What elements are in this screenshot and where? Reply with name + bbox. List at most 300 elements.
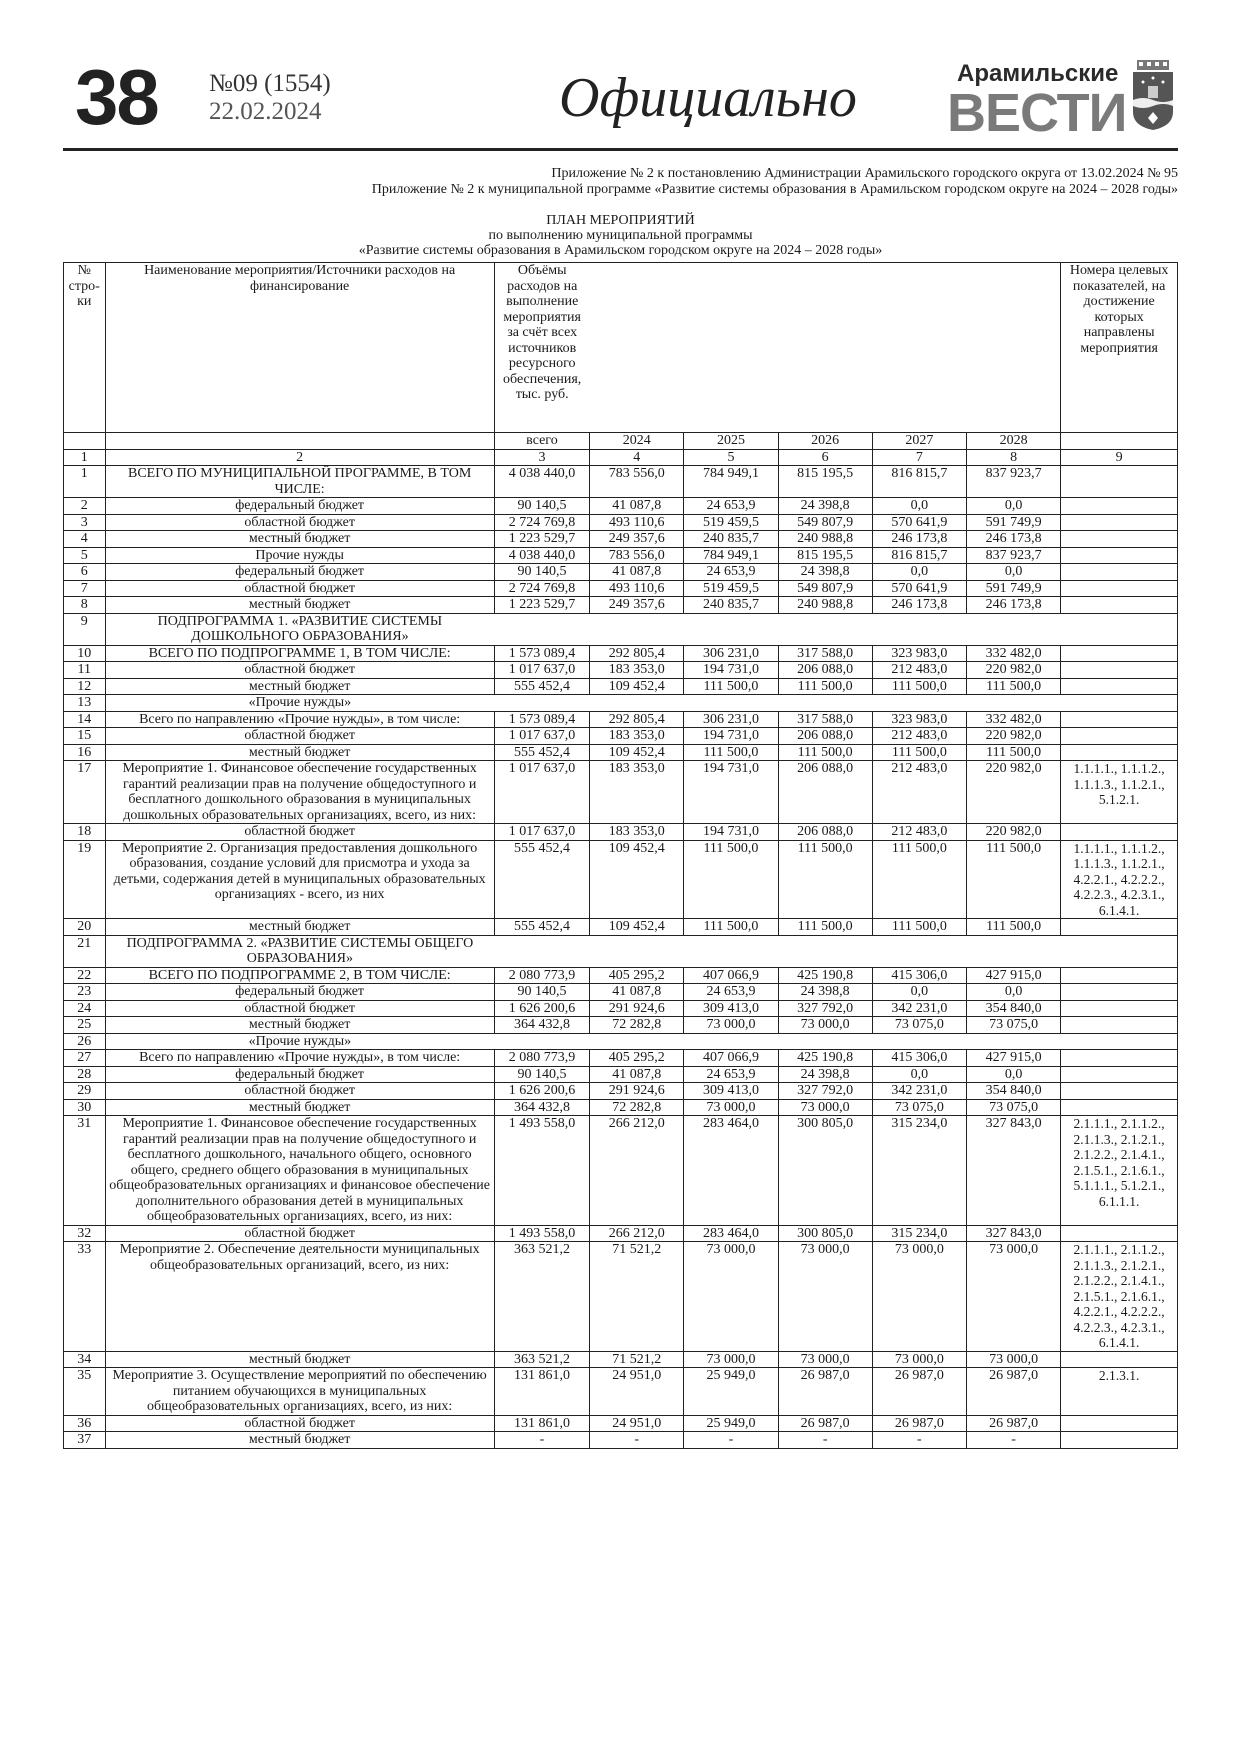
table-row (64, 840, 1178, 919)
row-name: местный бюджет (105, 744, 494, 761)
page-number: 38 (75, 53, 158, 141)
issue-date: 22.02.2024 (209, 98, 322, 125)
value-year: 837 923,7 (966, 547, 1060, 564)
target-indicators (1061, 466, 1178, 498)
target-indicators (1061, 514, 1178, 531)
value-total: 1 017 637,0 (494, 824, 589, 841)
target-indicators (1061, 678, 1178, 695)
value-year: 327 843,0 (966, 1116, 1060, 1226)
target-indicators (1061, 967, 1178, 984)
row-name: Мероприятие 1. Финансовое обеспечение государственных гарантий реализации прав на получение общедоступного и бесплатного дошкольного, начального общего, основного общего, среднего общего образования в муниципальных общеобразовательных организациях и финансовое обеспечение дополнительного образования детей в муниципальных общеобразовательных организациях, всего, из них: (105, 1116, 494, 1226)
value-total: 90 140,5 (494, 1066, 589, 1083)
value-year: 26 987,0 (966, 1415, 1060, 1432)
value-year: 425 190,8 (778, 1050, 872, 1067)
value-year: - (872, 1432, 966, 1449)
value-total: 1 017 637,0 (494, 662, 589, 679)
value-year: 427 915,0 (966, 1050, 1060, 1067)
target-indicators (1061, 984, 1178, 1001)
row-name: областной бюджет (105, 514, 494, 531)
row-name: местный бюджет (105, 1017, 494, 1034)
value-year: 71 521,2 (590, 1242, 684, 1352)
value-year: 109 452,4 (590, 678, 684, 695)
value-total: 131 861,0 (494, 1415, 589, 1432)
value-year: 72 282,8 (590, 1099, 684, 1116)
appendix-line-1: Приложение № 2 к постановлению Администрации Арамильского городского округа от 13.02.2024 № 95 (551, 166, 1178, 181)
value-year: 407 066,9 (684, 967, 778, 984)
value-year: 24 653,9 (684, 1066, 778, 1083)
value-year: 300 805,0 (778, 1116, 872, 1226)
table-row (64, 935, 1178, 967)
header-year: 2027 (872, 433, 966, 450)
value-total: 555 452,4 (494, 919, 589, 936)
value-year: 111 500,0 (684, 744, 778, 761)
header-row-number: № стро-ки (64, 263, 106, 433)
value-year: 306 231,0 (684, 711, 778, 728)
value-year: 405 295,2 (590, 1050, 684, 1067)
value-total: - (494, 1432, 589, 1449)
table-row (64, 1415, 1178, 1432)
value-year: 111 500,0 (778, 744, 872, 761)
value-year: 111 500,0 (778, 678, 872, 695)
table-row (64, 531, 1178, 548)
value-year: 315 234,0 (872, 1116, 966, 1226)
value-year: 111 500,0 (966, 678, 1060, 695)
row-number: 12 (64, 678, 106, 695)
value-year: 26 987,0 (778, 1415, 872, 1432)
table-row (64, 824, 1178, 841)
row-name: Мероприятие 2. Организация предоставления дошкольного образования, создание условий для присмотра и ухода за детьми, содержания детей в муниципальных образовательных организациях - всего, из них (105, 840, 494, 919)
value-total: 555 452,4 (494, 678, 589, 695)
value-year: 0,0 (966, 1066, 1060, 1083)
target-indicators (1061, 1225, 1178, 1242)
target-indicators (1061, 1000, 1178, 1017)
value-total: 2 080 773,9 (494, 967, 589, 984)
value-year: 291 924,6 (590, 1083, 684, 1100)
value-year: 570 641,9 (872, 514, 966, 531)
target-indicators (1061, 1432, 1178, 1449)
target-indicators (1061, 919, 1178, 936)
row-number: 28 (64, 1066, 106, 1083)
row-number: 13 (64, 695, 106, 712)
row-number: 6 (64, 564, 106, 581)
value-year: 283 464,0 (684, 1116, 778, 1226)
value-total: 2 080 773,9 (494, 1050, 589, 1067)
title-line-1: ПЛАН МЕРОПРИЯТИЙ (546, 213, 695, 228)
appendix-note (63, 166, 1178, 198)
value-year: 519 459,5 (684, 580, 778, 597)
row-name: областной бюджет (105, 662, 494, 679)
value-year: 784 949,1 (684, 466, 778, 498)
value-year: 0,0 (966, 564, 1060, 581)
value-year: 240 835,7 (684, 531, 778, 548)
value-year: 300 805,0 (778, 1225, 872, 1242)
header-blank-2 (105, 433, 494, 450)
value-year: 249 357,6 (590, 531, 684, 548)
section-heading: «Прочие нужды» (105, 1033, 494, 1050)
row-number: 21 (64, 935, 106, 967)
value-year: 783 556,0 (590, 466, 684, 498)
value-year: 783 556,0 (590, 547, 684, 564)
value-year: 206 088,0 (778, 728, 872, 745)
row-number: 24 (64, 1000, 106, 1017)
value-year: 220 982,0 (966, 662, 1060, 679)
table-row (64, 564, 1178, 581)
row-number: 5 (64, 547, 106, 564)
value-year: 73 000,0 (684, 1242, 778, 1352)
value-year: 194 731,0 (684, 824, 778, 841)
header-year: 2028 (966, 433, 1060, 450)
target-indicators (1061, 564, 1178, 581)
row-number: 17 (64, 761, 106, 824)
value-total: 1 223 529,7 (494, 597, 589, 614)
row-name: местный бюджет (105, 597, 494, 614)
target-indicators (1061, 662, 1178, 679)
issue-number: №09 (1554) (209, 70, 331, 97)
header-total: всего (494, 433, 589, 450)
header-spacer (590, 263, 1061, 433)
value-year: 415 306,0 (872, 967, 966, 984)
row-number: 30 (64, 1099, 106, 1116)
value-year: 73 000,0 (872, 1351, 966, 1368)
value-year: 493 110,6 (590, 580, 684, 597)
section-heading: ПОДПРОГРАММА 2. «РАЗВИТИЕ СИСТЕМЫ ОБЩЕГО ОБРАЗОВАНИЯ» (105, 935, 494, 967)
value-year: 24 398,8 (778, 498, 872, 515)
value-year: 24 398,8 (778, 1066, 872, 1083)
value-year: 26 987,0 (966, 1368, 1060, 1416)
value-year: 111 500,0 (966, 919, 1060, 936)
logo-top-text: Арамильские (957, 60, 1119, 87)
target-indicators (1061, 645, 1178, 662)
row-number: 25 (64, 1017, 106, 1034)
value-total: 363 521,2 (494, 1351, 589, 1368)
header-volume: Объёмы расходов на выполнение мероприятия за счёт всех источников ресурсного обеспечения, тыс. руб. (494, 263, 589, 433)
target-indicators: 2.1.1.1., 2.1.1.2., 2.1.1.3., 2.1.2.1., 2.1.2.2., 2.1.4.1., 2.1.5.1., 2.1.6.1., 4.2.2.1., 4.2.2.2., 4.2.2.3., 4.2.3.1., 6.1.4.1. (1061, 1242, 1178, 1352)
value-year: 26 987,0 (872, 1415, 966, 1432)
row-number: 10 (64, 645, 106, 662)
value-year: 111 500,0 (872, 840, 966, 919)
value-year: 24 398,8 (778, 564, 872, 581)
value-year: 206 088,0 (778, 662, 872, 679)
table-row (64, 1066, 1178, 1083)
table-row (64, 466, 1178, 498)
table-row (64, 514, 1178, 531)
value-year: 183 353,0 (590, 824, 684, 841)
row-name: областной бюджет (105, 580, 494, 597)
value-total: 1 573 089,4 (494, 711, 589, 728)
value-year: 73 000,0 (778, 1351, 872, 1368)
value-year: 240 988,8 (778, 531, 872, 548)
value-year: 194 731,0 (684, 728, 778, 745)
row-name: местный бюджет (105, 1099, 494, 1116)
row-name: ВСЕГО ПО ПОДПРОГРАММЕ 1, В ТОМ ЧИСЛЕ: (105, 645, 494, 662)
row-number: 9 (64, 613, 106, 645)
table-row (64, 744, 1178, 761)
value-year: 212 483,0 (872, 824, 966, 841)
row-name: Мероприятие 1. Финансовое обеспечение государственных гарантий реализации прав на получение общедоступного и бесплатного дошкольного образования в муниципальных дошкольных образовательных организациях, всего, из них: (105, 761, 494, 824)
table-row (64, 695, 1178, 712)
section-spacer (494, 935, 1177, 967)
value-total: 131 861,0 (494, 1368, 589, 1416)
row-name: Мероприятие 2. Обеспечение деятельности муниципальных общеобразовательных организаций, всего, из них: (105, 1242, 494, 1352)
value-year: 109 452,4 (590, 744, 684, 761)
target-indicators: 1.1.1.1., 1.1.1.2., 1.1.1.3., 1.1.2.1., 4.2.2.1., 4.2.2.2., 4.2.2.3., 4.2.3.1., 6.1.4.1. (1061, 840, 1178, 919)
target-indicators (1061, 744, 1178, 761)
col-number: 7 (872, 449, 966, 466)
value-year: 111 500,0 (684, 840, 778, 919)
value-year: 111 500,0 (684, 919, 778, 936)
value-year: 323 983,0 (872, 711, 966, 728)
value-year: 323 983,0 (872, 645, 966, 662)
target-indicators (1061, 1351, 1178, 1368)
row-number: 11 (64, 662, 106, 679)
value-total: 1 493 558,0 (494, 1225, 589, 1242)
table-row (64, 1099, 1178, 1116)
value-year: 291 924,6 (590, 1000, 684, 1017)
value-year: 246 173,8 (966, 597, 1060, 614)
row-number: 15 (64, 728, 106, 745)
table-row (64, 1242, 1178, 1352)
value-year: 24 653,9 (684, 564, 778, 581)
table-row (64, 967, 1178, 984)
value-year: 493 110,6 (590, 514, 684, 531)
value-year: 41 087,8 (590, 1066, 684, 1083)
header-year: 2026 (778, 433, 872, 450)
row-name: местный бюджет (105, 1432, 494, 1449)
value-year: 183 353,0 (590, 728, 684, 745)
value-year: 73 075,0 (872, 1099, 966, 1116)
row-name: областной бюджет (105, 824, 494, 841)
header-year: 2024 (590, 433, 684, 450)
header-year: 2025 (684, 433, 778, 450)
value-year: 183 353,0 (590, 662, 684, 679)
row-name: ВСЕГО ПО МУНИЦИПАЛЬНОЙ ПРОГРАММЕ, В ТОМ ЧИСЛЕ: (105, 466, 494, 498)
target-indicators (1061, 498, 1178, 515)
value-total: 363 521,2 (494, 1242, 589, 1352)
value-year: 266 212,0 (590, 1116, 684, 1226)
value-year: 24 653,9 (684, 498, 778, 515)
value-year: 249 357,6 (590, 597, 684, 614)
table-row (64, 1225, 1178, 1242)
value-year: 246 173,8 (872, 597, 966, 614)
value-year: 309 413,0 (684, 1000, 778, 1017)
row-number: 34 (64, 1351, 106, 1368)
value-year: 24 398,8 (778, 984, 872, 1001)
value-year: 327 792,0 (778, 1083, 872, 1100)
row-name: местный бюджет (105, 1351, 494, 1368)
value-year: 0,0 (872, 564, 966, 581)
value-year: 266 212,0 (590, 1225, 684, 1242)
row-name: Прочие нужды (105, 547, 494, 564)
value-year: 292 805,4 (590, 645, 684, 662)
table-row (64, 547, 1178, 564)
col-number: 6 (778, 449, 872, 466)
target-indicators (1061, 597, 1178, 614)
value-year: 405 295,2 (590, 967, 684, 984)
header-name: Наименование мероприятия/Источники расходов на финансирование (105, 263, 494, 433)
row-number: 20 (64, 919, 106, 936)
value-year: 73 075,0 (966, 1017, 1060, 1034)
table-row (64, 761, 1178, 824)
value-year: 73 075,0 (966, 1099, 1060, 1116)
value-total: 1 223 529,7 (494, 531, 589, 548)
value-year: 24 951,0 (590, 1415, 684, 1432)
value-total: 1 626 200,6 (494, 1083, 589, 1100)
table-row (64, 1083, 1178, 1100)
target-indicators (1061, 547, 1178, 564)
header-blank-1 (64, 433, 106, 450)
value-year: 427 915,0 (966, 967, 1060, 984)
row-name: местный бюджет (105, 678, 494, 695)
row-number: 37 (64, 1432, 106, 1449)
row-number: 7 (64, 580, 106, 597)
value-year: 183 353,0 (590, 761, 684, 824)
row-number: 27 (64, 1050, 106, 1067)
value-year: 206 088,0 (778, 824, 872, 841)
value-year: 73 000,0 (684, 1017, 778, 1034)
row-number: 18 (64, 824, 106, 841)
table-row (64, 498, 1178, 515)
value-year: 25 949,0 (684, 1415, 778, 1432)
value-year: 837 923,7 (966, 466, 1060, 498)
target-indicators (1061, 1050, 1178, 1067)
value-year: 327 843,0 (966, 1225, 1060, 1242)
target-indicators (1061, 1066, 1178, 1083)
row-name: Всего по направлению «Прочие нужды», в том числе: (105, 1050, 494, 1067)
value-year: 41 087,8 (590, 984, 684, 1001)
table-row (64, 645, 1178, 662)
target-indicators: 2.1.3.1. (1061, 1368, 1178, 1416)
value-year: 73 000,0 (778, 1017, 872, 1034)
value-year: - (966, 1432, 1060, 1449)
value-year: 73 000,0 (684, 1351, 778, 1368)
target-indicators (1061, 580, 1178, 597)
value-year: 111 500,0 (872, 678, 966, 695)
table-row (64, 1116, 1178, 1226)
value-year: 317 588,0 (778, 645, 872, 662)
value-year: 109 452,4 (590, 919, 684, 936)
col-number: 1 (64, 449, 106, 466)
value-year: 111 500,0 (872, 744, 966, 761)
value-total: 1 493 558,0 (494, 1116, 589, 1226)
row-number: 3 (64, 514, 106, 531)
row-number: 35 (64, 1368, 106, 1416)
value-year: 212 483,0 (872, 761, 966, 824)
value-year: 332 482,0 (966, 645, 1060, 662)
value-total: 555 452,4 (494, 744, 589, 761)
value-year: 309 413,0 (684, 1083, 778, 1100)
value-year: 73 000,0 (778, 1242, 872, 1352)
section-spacer (494, 613, 1177, 645)
row-name: областной бюджет (105, 728, 494, 745)
row-name: федеральный бюджет (105, 984, 494, 1001)
row-name: областной бюджет (105, 1225, 494, 1242)
section-heading: ПОДПРОГРАММА 1. «РАЗВИТИЕ СИСТЕМЫ ДОШКОЛЬНОГО ОБРАЗОВАНИЯ» (105, 613, 494, 645)
value-year: 240 835,7 (684, 597, 778, 614)
masthead (63, 53, 1183, 146)
table-row (64, 580, 1178, 597)
value-year: 332 482,0 (966, 711, 1060, 728)
value-year: 41 087,8 (590, 498, 684, 515)
table-row (64, 613, 1178, 645)
value-total: 364 432,8 (494, 1017, 589, 1034)
row-number: 1 (64, 466, 106, 498)
value-year: 25 949,0 (684, 1368, 778, 1416)
value-year: 212 483,0 (872, 728, 966, 745)
value-year: 240 988,8 (778, 597, 872, 614)
target-indicators (1061, 1099, 1178, 1116)
row-number: 23 (64, 984, 106, 1001)
value-year: 591 749,9 (966, 514, 1060, 531)
table-row (64, 1000, 1178, 1017)
section-heading: «Прочие нужды» (105, 695, 494, 712)
table-row (64, 1033, 1178, 1050)
value-total: 4 038 440,0 (494, 466, 589, 498)
row-number: 31 (64, 1116, 106, 1226)
row-name: областной бюджет (105, 1000, 494, 1017)
title-line-3: «Развитие системы образования в Арамильском городском округе на 2024 – 2028 годы» (358, 243, 883, 258)
col-number: 4 (590, 449, 684, 466)
value-year: 206 088,0 (778, 761, 872, 824)
value-year: 425 190,8 (778, 967, 872, 984)
section-title: Официально (559, 67, 857, 129)
row-name: федеральный бюджет (105, 498, 494, 515)
value-year: 220 982,0 (966, 728, 1060, 745)
value-year: 292 805,4 (590, 711, 684, 728)
header-divider (63, 148, 1178, 151)
row-name: Всего по направлению «Прочие нужды», в том числе: (105, 711, 494, 728)
table-row (64, 1368, 1178, 1416)
value-year: 519 459,5 (684, 514, 778, 531)
value-total: 364 432,8 (494, 1099, 589, 1116)
value-year: 816 815,7 (872, 466, 966, 498)
table-row (64, 1017, 1178, 1034)
value-year: 220 982,0 (966, 824, 1060, 841)
value-year: 73 000,0 (684, 1099, 778, 1116)
action-plan-table (63, 262, 1178, 1449)
value-year: 194 731,0 (684, 761, 778, 824)
value-year: 26 987,0 (778, 1368, 872, 1416)
value-year: 71 521,2 (590, 1351, 684, 1368)
value-total: 2 724 769,8 (494, 580, 589, 597)
target-indicators (1061, 824, 1178, 841)
col-number: 2 (105, 449, 494, 466)
city-coat-of-arms-icon (1131, 60, 1175, 130)
value-total: 90 140,5 (494, 984, 589, 1001)
title-line-2: по выполнению муниципальной программы (488, 228, 753, 243)
row-name: федеральный бюджет (105, 1066, 494, 1083)
row-number: 16 (64, 744, 106, 761)
value-total: 90 140,5 (494, 564, 589, 581)
col-number: 3 (494, 449, 589, 466)
row-number: 32 (64, 1225, 106, 1242)
target-indicators (1061, 1415, 1178, 1432)
value-year: 815 195,5 (778, 547, 872, 564)
value-total: 555 452,4 (494, 840, 589, 919)
value-year: - (684, 1432, 778, 1449)
row-number: 29 (64, 1083, 106, 1100)
value-year: 342 231,0 (872, 1000, 966, 1017)
value-total: 1 017 637,0 (494, 728, 589, 745)
value-year: 246 173,8 (872, 531, 966, 548)
value-year: 24 653,9 (684, 984, 778, 1001)
value-year: 415 306,0 (872, 1050, 966, 1067)
table-row (64, 711, 1178, 728)
target-indicators (1061, 728, 1178, 745)
value-total: 4 038 440,0 (494, 547, 589, 564)
value-year: 315 234,0 (872, 1225, 966, 1242)
row-name: ВСЕГО ПО ПОДПРОГРАММЕ 2, В ТОМ ЧИСЛЕ: (105, 967, 494, 984)
value-year: 194 731,0 (684, 662, 778, 679)
